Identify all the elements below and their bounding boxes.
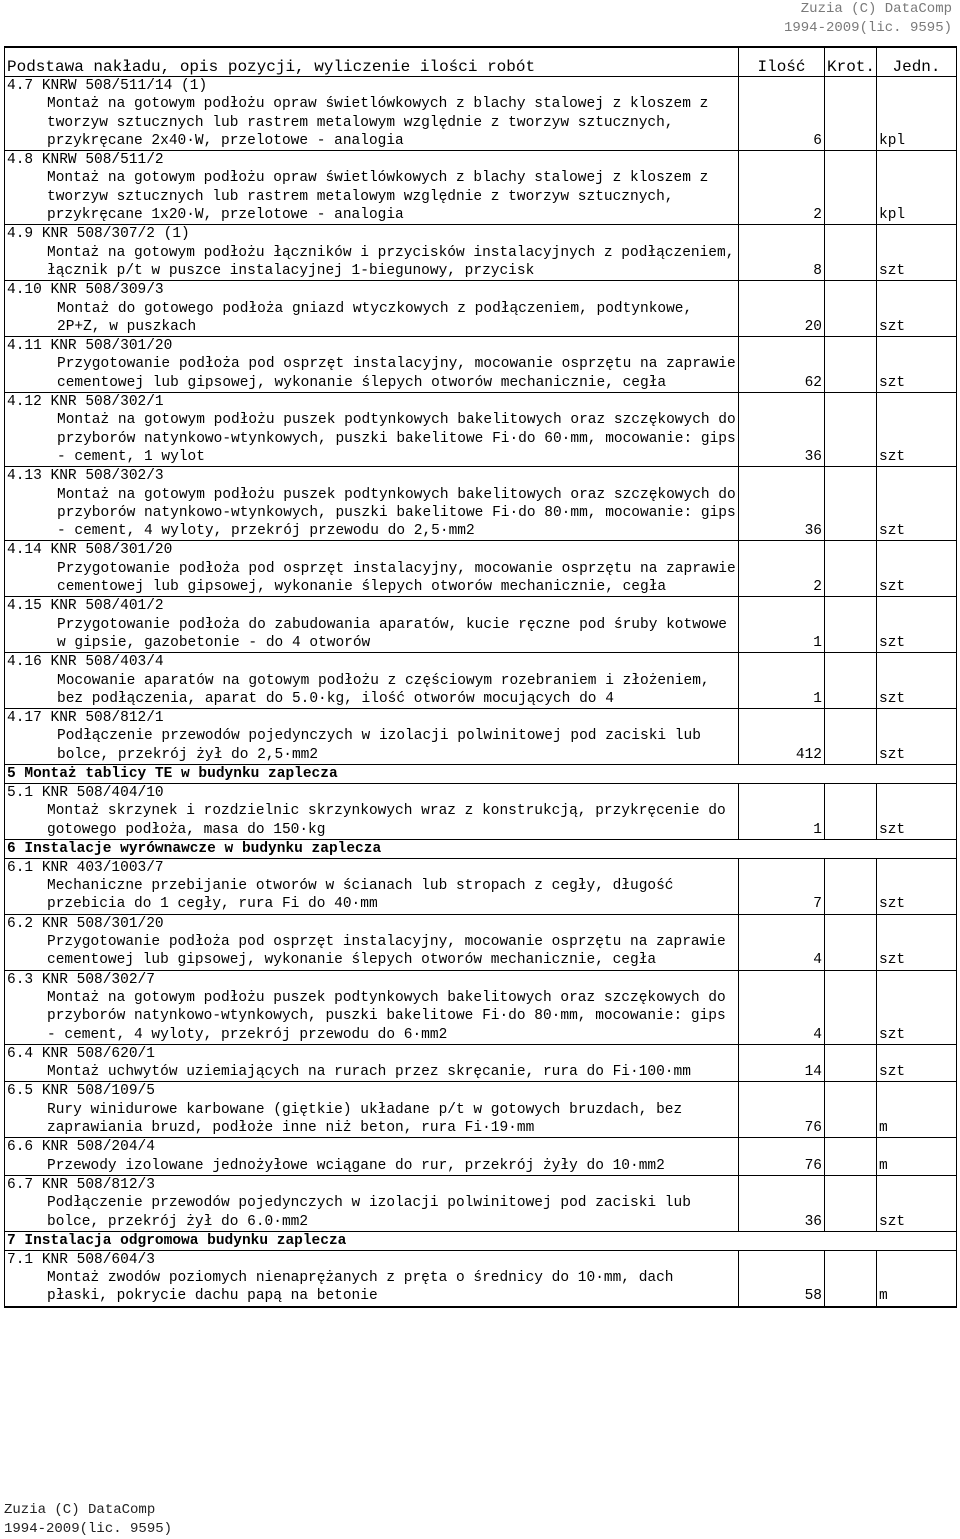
item-norm-code: KNR 508/307/2 (1) <box>41 226 190 243</box>
item-multiplier <box>825 541 877 597</box>
item-reference <box>7 541 736 559</box>
item-reference <box>7 971 736 989</box>
item-norm-code: KNR 403/1003/7 <box>41 859 164 876</box>
item-description-cell <box>5 281 739 337</box>
item-norm-code: KNR 508/301/20 <box>50 338 173 355</box>
item-description-cell <box>5 1082 739 1138</box>
item-reference <box>7 784 736 802</box>
item-quantity: 6 <box>739 77 825 151</box>
item-quantity: 8 <box>739 225 825 281</box>
item-description-cell <box>5 914 739 970</box>
item-norm-code: KNR 508/812/3 <box>41 1176 155 1193</box>
item-title: Przygotowanie podłoża pod osprzęt instalacyjny, mocowanie osprzętu na zaprawie cementowej lub gipsowej, wykonanie ślepych otworów mechanicznie, cegła <box>57 560 745 596</box>
item-number: 4.10 <box>7 282 42 299</box>
item-reference <box>7 281 736 299</box>
item-description-cell <box>5 1250 739 1306</box>
item-title: Przygotowanie podłoża pod osprzęt instalacyjny, mocowanie osprzętu na zaprawie cementowej lub gipsowej, wykonanie ślepych otworów mechanicznie, cegła <box>57 356 745 391</box>
table-row <box>5 393 957 467</box>
item-title: Przygotowanie podłoża pod osprzęt instalacyjny, mocowanie osprzętu na zaprawie cementowej lub gipsowej, wykonanie ślepych otworów mechanicznie, cegła <box>47 934 735 969</box>
item-description-cell <box>5 597 739 653</box>
item-quantity: 1 <box>739 653 825 709</box>
item-number: 4.8 <box>7 152 34 169</box>
item-number: 4.7 <box>7 78 34 94</box>
item-title: Mocowanie aparatów na gotowym podłożu z częściowym rozebraniem i złożeniem, bez podłączenia, aparat do 5.0·kg, ilość otworów mocujących do 4 <box>57 672 719 707</box>
item-norm-code: KNR 508/404/10 <box>41 784 164 801</box>
item-unit: szt <box>877 709 957 765</box>
item-multiplier <box>825 970 877 1044</box>
item-title: Montaż uchwytów uziemiających na rurach przez skręcanie, rura do Fi·100·mm <box>47 1064 691 1081</box>
item-multiplier <box>825 597 877 653</box>
item-number: 4.13 <box>7 468 42 485</box>
item-title: Podłączenie przewodów pojedynczych w izolacji polwinitowej pod zaciski lub bolce, przekrój żył do 2,5·mm2 <box>57 728 710 763</box>
item-description-cell <box>5 337 745 393</box>
item-reference <box>7 709 736 727</box>
item-unit: szt <box>877 337 957 393</box>
item-norm-code: KNR 508/604/3 <box>41 1251 155 1268</box>
item-norm-code: KNR 508/302/3 <box>50 468 164 485</box>
item-title: Montaż na gotowym podłożu łączników i przycisków instalacyjnych z podłączeniem, łącznik p/t w puszce instalacyjnej 1-biegunowy, przycisk <box>47 244 744 279</box>
item-quantity: 412 <box>739 709 825 765</box>
item-reference <box>7 1251 736 1269</box>
item-multiplier <box>825 783 877 839</box>
item-title: Montaż na gotowym podłożu opraw świetlówkowych z blachy stalowej z kloszem z tworzyw sztucznych lub rastrem metalowym względnie z tworzyw sztucznych, przykręcane 1x20·W, przelotowe - analogia <box>47 170 718 224</box>
item-description-cell <box>5 467 745 541</box>
item-unit: szt <box>877 597 957 653</box>
item-number: 6.2 <box>7 915 34 932</box>
item-multiplier <box>825 858 877 914</box>
item-unit: szt <box>877 1044 957 1082</box>
item-quantity: 2 <box>739 541 825 597</box>
item-number: 4.17 <box>7 710 42 727</box>
item-reference <box>7 467 736 485</box>
item-number: 6.5 <box>7 1083 34 1100</box>
item-number: 6.3 <box>7 971 34 988</box>
table-row <box>5 1250 957 1306</box>
column-header-description: Podstawa nakładu, opis pozycji, wyliczenie ilości robót <box>5 47 739 77</box>
table-row <box>5 914 957 970</box>
item-number: 4.16 <box>7 654 42 671</box>
item-unit: szt <box>877 393 957 467</box>
footer-company: Zuzia (C) DataComp <box>4 1502 156 1518</box>
table-row <box>5 1175 957 1231</box>
item-norm-code: KNR 508/109/5 <box>41 1083 155 1100</box>
item-multiplier <box>825 467 877 541</box>
table-row <box>5 597 957 653</box>
item-unit: szt <box>877 225 957 281</box>
item-quantity: 7 <box>739 858 825 914</box>
item-quantity: 36 <box>739 467 825 541</box>
table-row <box>5 709 957 765</box>
item-title: Montaż zwodów poziomych nienaprężanych z pręta o średnicy do 10·mm, dach płaski, pokrycie dachu papą na betonie <box>47 1270 683 1305</box>
item-number: 6.6 <box>7 1139 34 1156</box>
table-row <box>5 1044 957 1082</box>
item-quantity: 76 <box>739 1082 825 1138</box>
item-unit: szt <box>877 783 957 839</box>
item-unit: szt <box>877 467 957 541</box>
item-reference <box>7 77 736 95</box>
item-multiplier <box>825 1044 877 1082</box>
item-multiplier <box>825 653 877 709</box>
item-reference <box>7 653 736 671</box>
item-number: 4.12 <box>7 394 42 411</box>
table-row <box>5 541 957 597</box>
table-row <box>5 467 957 541</box>
item-title: Montaż na gotowym podłożu puszek podtynkowych bakelitowych oraz szczękowych do przyborów natynkowo-wtynkowych, puszki bakelitowe Fi·do 60·mm, mocowanie: gips - cement, 1 wylot <box>57 412 745 465</box>
item-norm-code: KNR 508/401/2 <box>50 598 164 615</box>
item-norm-code: KNRW 508/511/14 (1) <box>41 78 208 94</box>
item-unit: szt <box>877 653 957 709</box>
item-multiplier <box>825 151 877 225</box>
item-number: 5.1 <box>7 784 34 801</box>
item-norm-code: KNR 508/301/20 <box>41 915 164 932</box>
item-multiplier <box>825 225 877 281</box>
item-quantity: 4 <box>739 970 825 1044</box>
item-number: 4.9 <box>7 226 34 243</box>
item-description-cell <box>5 1138 739 1176</box>
item-unit: szt <box>877 970 957 1044</box>
item-unit: m <box>877 1250 957 1306</box>
item-unit: kpl <box>877 77 957 151</box>
item-unit: m <box>877 1082 957 1138</box>
section-title: 7 Instalacja odgromowa budynku zaplecza <box>5 1231 957 1250</box>
table-row <box>5 281 957 337</box>
item-reference <box>7 225 736 243</box>
item-quantity: 1 <box>739 597 825 653</box>
item-quantity: 1 <box>739 783 825 839</box>
item-description-cell <box>5 1175 739 1231</box>
item-norm-code: KNR 508/403/4 <box>50 654 164 671</box>
item-multiplier <box>825 1082 877 1138</box>
item-title: Montaż do gotowego podłoża gniazd wtyczkowych z podłączeniem, podtynkowe, 2P+Z, w puszkach <box>57 300 701 335</box>
table-row <box>5 337 957 393</box>
item-norm-code: KNR 508/204/4 <box>41 1139 155 1156</box>
table-row <box>5 1138 957 1176</box>
item-multiplier <box>825 337 877 393</box>
item-number: 4.15 <box>7 598 42 615</box>
item-description-cell <box>5 970 739 1044</box>
table-row <box>5 858 957 914</box>
section-title: 6 Instalacje wyrównawcze w budynku zaplecza <box>5 839 957 858</box>
table-row <box>5 653 957 709</box>
item-unit: szt <box>877 281 957 337</box>
column-header-quantity: Ilość <box>739 47 825 77</box>
item-quantity: 14 <box>739 1044 825 1082</box>
item-title: Podłączenie przewodów pojedynczych w izolacji polwinitowej pod zaciski lub bolce, przekrój żył do 6.0·mm2 <box>47 1195 700 1230</box>
item-title: Montaż na gotowym podłożu puszek podtynkowych bakelitowych oraz szczękowych do przyborów natynkowo-wtynkowych, puszki bakelitowe Fi·do 80·mm, mocowanie: gips - cement, 4 wyloty, przekrój przewodu do 6·mm2 <box>47 989 735 1043</box>
item-unit: szt <box>877 541 957 597</box>
item-number: 4.14 <box>7 542 42 559</box>
item-quantity: 58 <box>739 1250 825 1306</box>
item-multiplier <box>825 914 877 970</box>
item-unit: kpl <box>877 151 957 225</box>
item-reference <box>7 859 736 877</box>
item-reference <box>7 1045 736 1063</box>
item-reference <box>7 151 736 169</box>
item-description-cell <box>5 709 739 765</box>
item-quantity: 76 <box>739 1138 825 1176</box>
item-number: 6.4 <box>7 1045 34 1062</box>
cost-estimate-table <box>4 46 957 1308</box>
item-description-cell <box>5 858 739 914</box>
footer-license: 1994-2009(lic. 9595) <box>4 1521 173 1537</box>
item-quantity: 4 <box>739 914 825 970</box>
item-multiplier <box>825 281 877 337</box>
item-norm-code: KNR 508/301/20 <box>50 542 173 559</box>
item-reference <box>7 393 736 411</box>
item-description-cell <box>5 1044 739 1082</box>
page-header <box>784 0 952 38</box>
item-quantity: 2 <box>739 151 825 225</box>
item-quantity: 36 <box>739 1175 825 1231</box>
item-quantity: 20 <box>739 281 825 337</box>
table-row <box>5 1082 957 1138</box>
item-description-cell <box>5 541 745 597</box>
header-license: 1994-2009(lic. 9595) <box>783 20 952 36</box>
section-row <box>5 839 957 858</box>
column-header-multiplier: Krot. <box>825 47 877 77</box>
item-reference <box>7 597 736 615</box>
item-norm-code: KNR 508/309/3 <box>50 282 164 299</box>
item-description-cell <box>5 77 739 151</box>
item-reference <box>7 915 736 933</box>
section-title: 5 Montaż tablicy TE w budynku zaplecza <box>5 764 957 783</box>
item-number: 6.7 <box>7 1176 34 1193</box>
item-number: 6.1 <box>7 859 34 876</box>
item-unit: szt <box>877 914 957 970</box>
item-description-cell <box>5 393 745 467</box>
item-multiplier <box>825 1138 877 1176</box>
item-number: 4.11 <box>7 338 42 355</box>
section-row <box>5 1231 957 1250</box>
item-reference <box>7 1138 736 1156</box>
item-unit: m <box>877 1138 957 1176</box>
item-description-cell <box>5 783 739 839</box>
item-reference <box>7 1176 736 1194</box>
item-multiplier <box>825 77 877 151</box>
item-reference <box>7 337 736 355</box>
item-number: 7.1 <box>7 1251 34 1268</box>
item-title: Mechaniczne przebijanie otworów w ścianach lub stropach z cegły, długość przebicia do 1 cegły, rura Fi do 40·mm <box>47 878 683 913</box>
section-row <box>5 764 957 783</box>
item-description-cell <box>5 151 739 225</box>
item-title: Montaż na gotowym podłożu puszek podtynkowych bakelitowych oraz szczękowych do przyborów natynkowo-wtynkowych, puszki bakelitowe Fi·do 80·mm, mocowanie: gips - cement, 4 wyloty, przekrój przewodu do 2,5·mm2 <box>57 486 745 540</box>
item-multiplier <box>825 1175 877 1231</box>
item-title: Przewody izolowane jednożyłowe wciągane do rur, przekrój żyły do 10·mm2 <box>47 1157 665 1174</box>
item-title: Montaż skrzynek i rozdzielnic skrzynkowych wraz z konstrukcją, przykręcenie do gotowego podłoża, masa do 150·kg <box>47 803 735 838</box>
column-header-unit: Jedn. <box>877 47 957 77</box>
table-row <box>5 970 957 1044</box>
item-quantity: 62 <box>739 337 825 393</box>
item-title: Rury winidurowe karbowane (giętkie) układane p/t w gotowych bruzdach, bez zaprawiania bruzd, podłoże inne niż beton, rura Fi·19·mm <box>47 1101 691 1137</box>
item-multiplier <box>825 393 877 467</box>
item-norm-code: KNR 508/302/1 <box>50 394 164 411</box>
item-quantity: 36 <box>739 393 825 467</box>
page-footer <box>4 1501 172 1539</box>
header-company: Zuzia (C) DataComp <box>800 1 952 17</box>
item-reference <box>7 1082 736 1100</box>
item-multiplier <box>825 1250 877 1306</box>
table-row <box>5 783 957 839</box>
table-row <box>5 225 957 281</box>
item-title: Montaż na gotowym podłożu opraw świetlówkowych z blachy stalowej z kloszem z tworzyw sztucznych lub rastrem metalowym względnie z tworzyw sztucznych, przykręcane 2x40·W, przelotowe - analogia <box>47 96 718 149</box>
item-unit: szt <box>877 858 957 914</box>
table-header-row <box>5 47 957 77</box>
item-multiplier <box>825 709 877 765</box>
table-body <box>5 77 957 1307</box>
item-description-cell <box>5 225 744 281</box>
item-description-cell <box>5 653 739 709</box>
item-norm-code: KNR 508/302/7 <box>41 971 155 988</box>
table-row <box>5 77 957 151</box>
item-title: Przygotowanie podłoża do zabudowania aparatów, kucie ręczne pod śruby kotwowe w gipsie, gazobetonie - do 4 otworów <box>57 616 736 651</box>
item-norm-code: KNR 508/620/1 <box>41 1045 155 1062</box>
table-row <box>5 151 957 225</box>
item-unit: szt <box>877 1175 957 1231</box>
item-norm-code: KNRW 508/511/2 <box>41 152 164 169</box>
item-norm-code: KNR 508/812/1 <box>50 710 164 727</box>
